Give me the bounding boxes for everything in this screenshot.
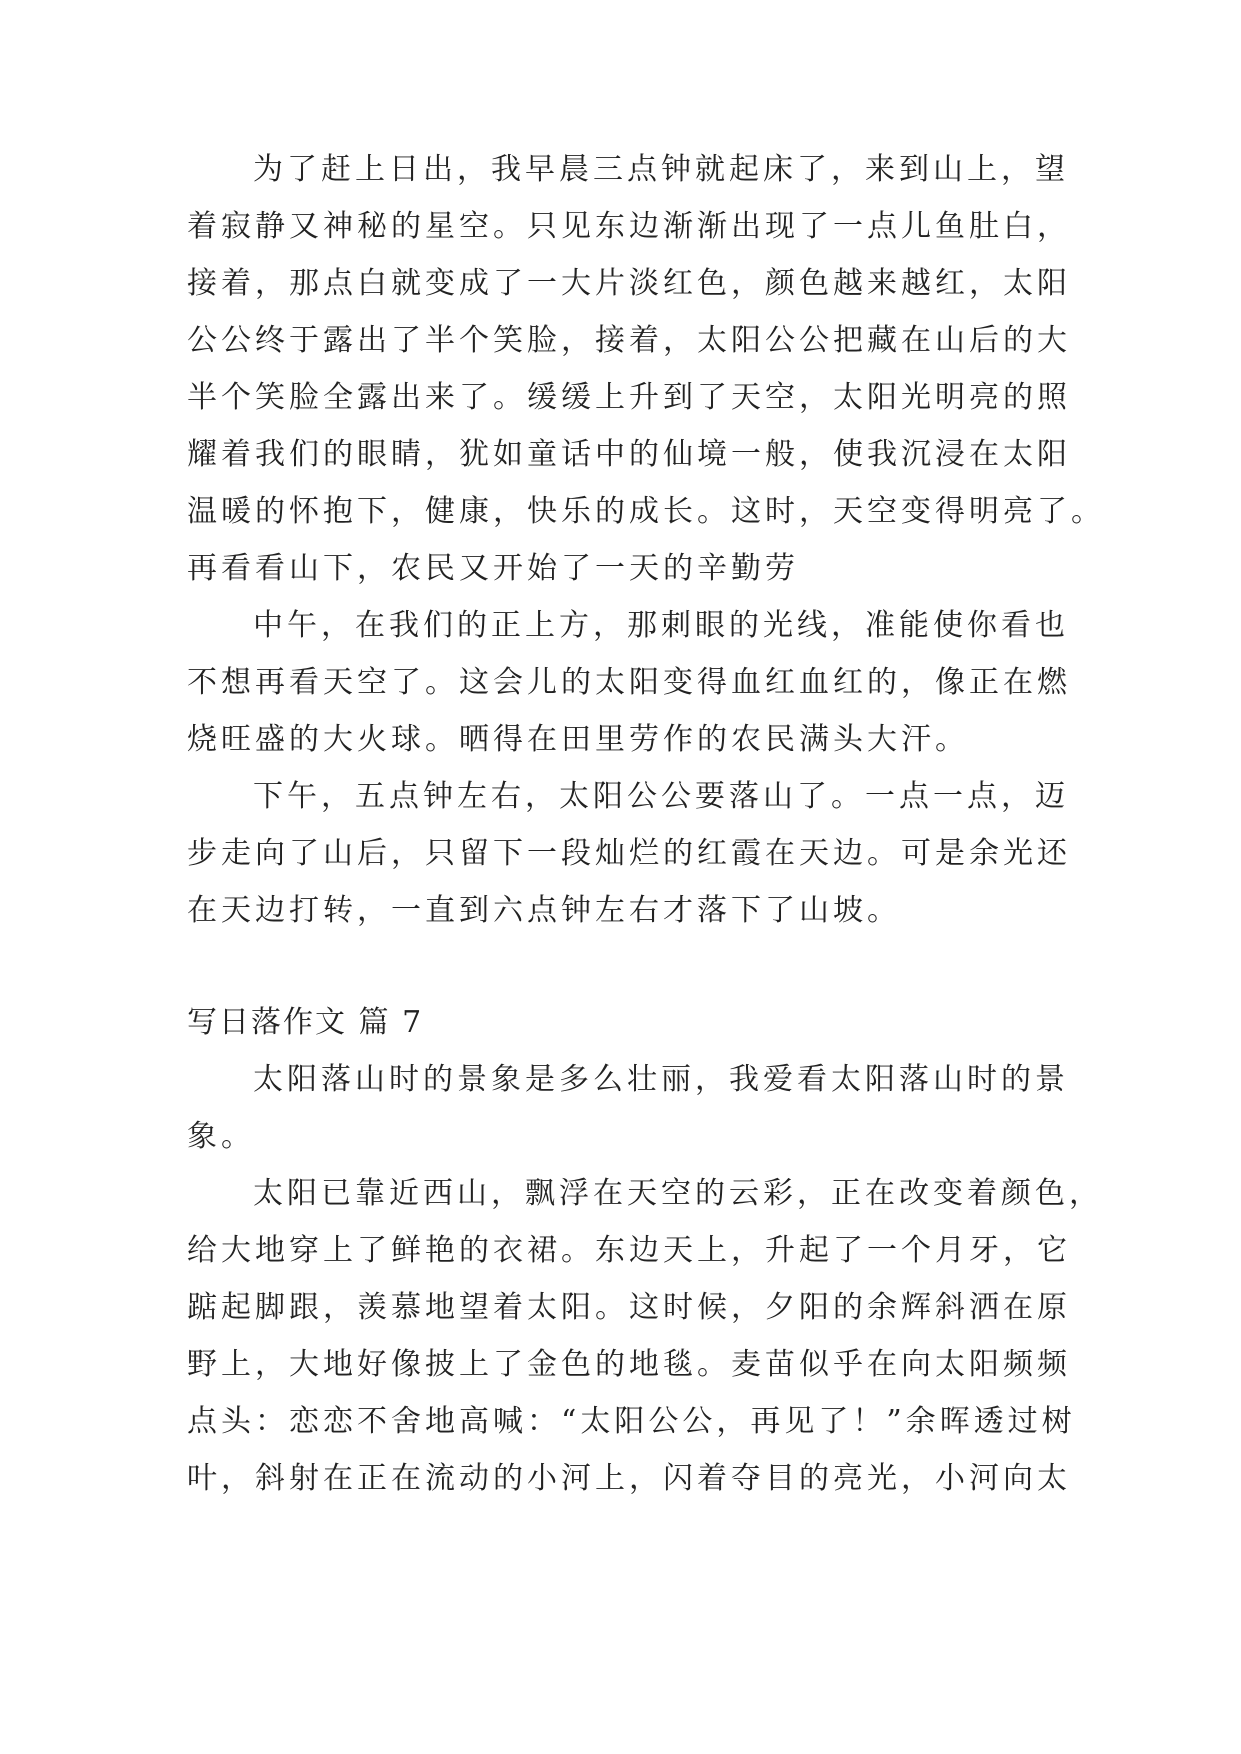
- paragraph-line: 步走向了山后，只留下一段灿烂的红霞在天边。可是余光还: [187, 836, 1071, 871]
- paragraph-line: 接着，那点白就变成了一大片淡红色，颜色越来越红，太阳: [187, 266, 1071, 301]
- section-heading: 写日落作文 篇 7: [187, 1005, 424, 1040]
- paragraph-line: 象。: [187, 1119, 255, 1154]
- paragraph-line: 野上，大地好像披上了金色的地毯。麦苗似乎在向太阳频频: [187, 1347, 1071, 1382]
- paragraph-line: 点头：恋恋不舍地高喊：“太阳公公，再见了！”余晖透过树: [187, 1404, 1076, 1439]
- paragraph-line: 公公终于露出了半个笑脸，接着，太阳公公把藏在山后的大: [187, 323, 1071, 358]
- paragraph-line: 中午，在我们的正上方，那刺眼的光线，准能使你看也: [253, 608, 1069, 643]
- paragraph-line: 给大地穿上了鲜艳的衣裙。东边天上，升起了一个月牙，它: [187, 1233, 1071, 1268]
- paragraph-line: 下午，五点钟左右，太阳公公要落山了。一点一点，迈: [253, 779, 1069, 814]
- paragraph-line: 耀着我们的眼睛，犹如童话中的仙境一般，使我沉浸在太阳: [187, 437, 1071, 472]
- paragraph-line: 半个笑脸全露出来了。缓缓上升到了天空，太阳光明亮的照: [187, 380, 1071, 415]
- paragraph-line: 踮起脚跟，羡慕地望着太阳。这时候，夕阳的余辉斜洒在原: [187, 1290, 1071, 1325]
- paragraph-line: 太阳已靠近西山，飘浮在天空的云彩，正在改变着颜色，: [253, 1176, 1103, 1211]
- paragraph-line: 为了赶上日出，我早晨三点钟就起床了，来到山上，望: [253, 152, 1069, 187]
- paragraph-line: 再看看山下，农民又开始了一天的辛勤劳: [187, 551, 799, 586]
- paragraph-line: 温暖的怀抱下，健康，快乐的成长。这时，天空变得明亮了。: [187, 494, 1105, 529]
- paragraph-line: 太阳落山时的景象是多么壮丽，我爱看太阳落山时的景: [253, 1062, 1069, 1097]
- paragraph-line: 着寂静又神秘的星空。只见东边渐渐出现了一点儿鱼肚白，: [187, 209, 1071, 244]
- paragraph-line: 在天边打转，一直到六点钟左右才落下了山坡。: [187, 893, 901, 928]
- paragraph-line: 烧旺盛的大火球。晒得在田里劳作的农民满头大汗。: [187, 722, 969, 757]
- paragraph-line: 叶，斜射在正在流动的小河上，闪着夺目的亮光，小河向太: [187, 1461, 1071, 1496]
- paragraph-line: 不想再看天空了。这会儿的太阳变得血红血红的，像正在燃: [187, 665, 1071, 700]
